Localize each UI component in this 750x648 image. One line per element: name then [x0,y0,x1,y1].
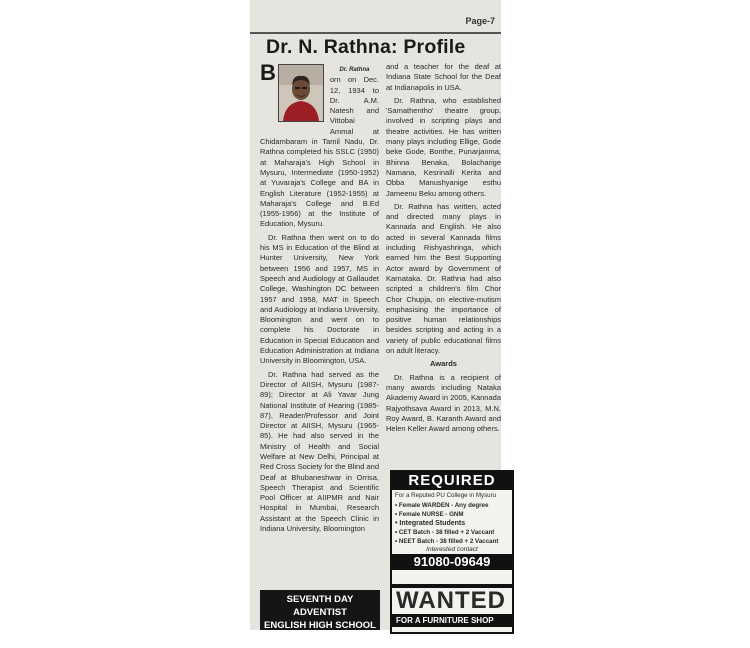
header-rule [250,32,501,34]
wanted-ad [390,586,514,634]
required-ad-line: • Female WARDEN - Any degree [395,502,489,509]
portrait-figure [278,64,326,125]
required-ad-title: REQUIRED [392,472,512,490]
drop-cap: B [260,60,276,85]
article-paragraph: Dr. Rathna, who established 'Samathentho' theatre group, involved in scripting plays and theatre activities. He has written many plays including Ellige, Gode beke Gode, Bonthe, Punarjanma, Bhinna Benaka, Bolacharige Namana, Kesrinalli Kerita and Obba Manushyanige esthu Jameenu Beku among others. [386,95,501,198]
article-paragraph: and a teacher for the deaf at Indiana State School for the Deaf at Indianapolis in USA. [386,62,501,92]
page-number: Page-7 [465,16,495,26]
school-ad [260,590,380,645]
required-ad-section: • Integrated Students [395,520,466,527]
article-column-1 [260,62,379,537]
school-ad-line: TEACHER REQUIRED [283,638,357,645]
article-column-2 [386,62,501,437]
article-paragraph: Dr. Rathna had served as the Director of AIISH, Mysuru (1987-89); Director at Ali Yavar Jung National Institute of Hearing (1985-87), Reader/Professor and Joint Director at AIISH, Mysuru (1965-85). He had also served in the Ministry of Health and Social Welfare at New Delhi, Principal at Red Cross Society for the Blind and Deaf at Bhubaneshwar in Orrisa, Speech Therapist and Scientific Pool Officer at AIIPMR and Nair Hospital in Mumbai, Research Assistant at the Speech Clinic in Indiana University, Bloomington [260,369,379,534]
school-ad-line: ENGLISH HIGH SCHOOL [264,620,376,631]
paragraph-text: orn on Dec. 12, 1934 to Dr. A.M. Natesh and Vittobai Ammal at Chidambaram in Tamil Nadu, Dr. Rathna completed his SSLC (1950) at Maharaja's High School in Mysuru, Intermediate (1950-1952) at Yuvaraja's College and BA in English Literature (1952-1955) at Maharaja's College and B.Ed (1955-1956) at the Institute of Education, Mysuru. [260,75,379,229]
required-ad-line: • CET Batch - 38 filled + 2 Vaccant [395,529,495,536]
wanted-ad-title: WANTED [396,587,506,614]
photo-caption: Dr. Rathna [339,67,370,73]
required-ad-subtitle: For a Reputed PU College in Mysuru [395,492,497,499]
required-ad-phone: 91080-09649 [392,554,512,570]
school-ad-line: SEVENTH DAY ADVENTIST [286,594,354,618]
article-headline: Dr. N. Rathna: Profile [266,36,466,58]
article-paragraph: Dr. Rathna is a recipient of many awards including Nataka Akademy Award in 2005, Kannada Rajyothsava Award in 2013, M.N. Roy Award, B. Karanth Award and Helen Keller Award among others. [386,372,501,434]
newspaper-page [250,0,506,645]
required-ad [390,470,514,586]
required-ad-line: • NEET Batch - 38 filled + 2 Vaccant [395,538,499,545]
required-ad-line: • Female NURSE - GNM [395,511,464,518]
awards-heading: Awards [430,359,457,369]
article-paragraph: Dr. Rathna has written, acted and directed many plays in Kannada and English. He also acted in several Kannada films including Rishyashringa, which earned him the Best Supporting Actor award by Government of Karnataka. Dr. Rathna had also scripted a children's film Chor Chor Chupja, on elective-mutism emphasising the importance of positive human relationships besides scripting and acting in a variety of public educational films on adult literacy. [386,201,501,356]
article-paragraph: Dr. Rathna then went on to do his MS in Education of the Blind at Hunter University, New York between 1956 and 1957, MS in Speech and Audiology at Gallaudet College, Washington DC between 1957 and 1958, MAT in Speech and Audiology at Indiana University, Bloomington and went on to complete his Doctorate in Education in Special Education and Education Administration at Indiana University in Bloomington, USA. [260,232,379,366]
required-ad-contact-label: Interested contact [426,546,478,553]
wanted-ad-subtitle: FOR A FURNITURE SHOP [392,614,512,627]
portrait-photo [278,64,324,122]
